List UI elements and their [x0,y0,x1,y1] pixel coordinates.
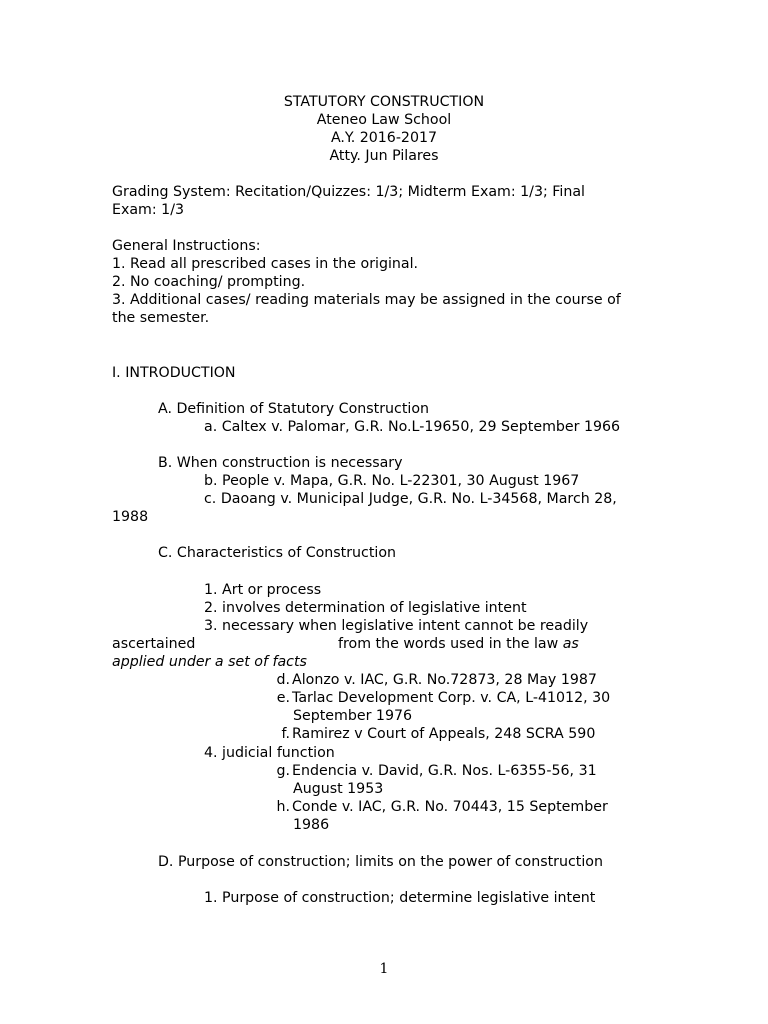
instruction-item-2: 2. No coaching/ prompting. [112,274,306,290]
case-citation-cont: 1986 [293,817,330,833]
characteristic-item-cont-italic: applied under a set of facts [112,654,307,670]
academic-year: A.Y. 2016-2017 [330,130,438,146]
characteristic-item-cont: from the words used in the law as [338,636,579,652]
school-name: Ateneo Law School [316,112,452,128]
characteristic-item: 4. judicial function [204,745,335,761]
purpose-item: 1. Purpose of construction; determine legislative intent [204,890,596,906]
document-title: STATUTORY CONSTRUCTION [283,94,485,110]
case-citation: e. Tarlac Development Corp. v. CA, L-41012, 30 [276,690,611,706]
case-citation: f. Ramirez v Court of Appeals, 248 SCRA 590 [281,726,596,742]
case-citation-cont: September 1976 [293,708,413,724]
case-citation: d. Alonzo v. IAC, G.R. No.72873, 28 May 1987 [276,672,597,688]
case-citation-cont: 1988 [112,509,149,525]
instruction-item-3: 3. Additional cases/ reading materials may be assigned in the course of [112,292,621,308]
characteristic-item: 1. Art or process [204,582,322,598]
subsection-b-heading: B. When construction is necessary [158,455,403,471]
subsection-d-heading: D. Purpose of construction; limits on the power of construction [158,854,603,870]
instruction-item-1: 1. Read all prescribed cases in the original. [112,256,419,272]
instruction-item-3-cont: the semester. [112,310,210,326]
instructions-heading: General Instructions: [112,238,261,254]
case-citation: g. Endencia v. David, G.R. Nos. L-6355-56, 31 [276,763,597,779]
characteristic-item-cont: ascertained [112,636,196,652]
section-heading-introduction: I. INTRODUCTION [112,365,236,381]
grading-line-1: Grading System: Recitation/Quizzes: 1/3; Midterm Exam: 1/3; Final [112,184,585,200]
case-citation: a. Caltex v. Palomar, G.R. No.L-19650, 29 September 1966 [204,419,621,435]
subsection-c-heading: C. Characteristics of Construction [158,545,397,561]
case-citation: h. Conde v. IAC, G.R. No. 70443, 15 September [276,799,608,815]
characteristic-item: 2. involves determination of legislative intent [204,600,527,616]
case-citation-cont: August 1953 [293,781,384,797]
characteristic-item: 3. necessary when legislative intent cannot be readily [204,618,589,634]
page-number: 1 [379,961,389,977]
subsection-a-heading: A. Definition of Statutory Construction [158,401,430,417]
case-citation: b. People v. Mapa, G.R. No. L-22301, 30 August 1967 [204,473,580,489]
instructor-name: Atty. Jun Pilares [329,148,439,164]
case-citation: c. Daoang v. Municipal Judge, G.R. No. L-34568, March 28, [204,491,617,507]
grading-line-2: Exam: 1/3 [112,202,184,218]
